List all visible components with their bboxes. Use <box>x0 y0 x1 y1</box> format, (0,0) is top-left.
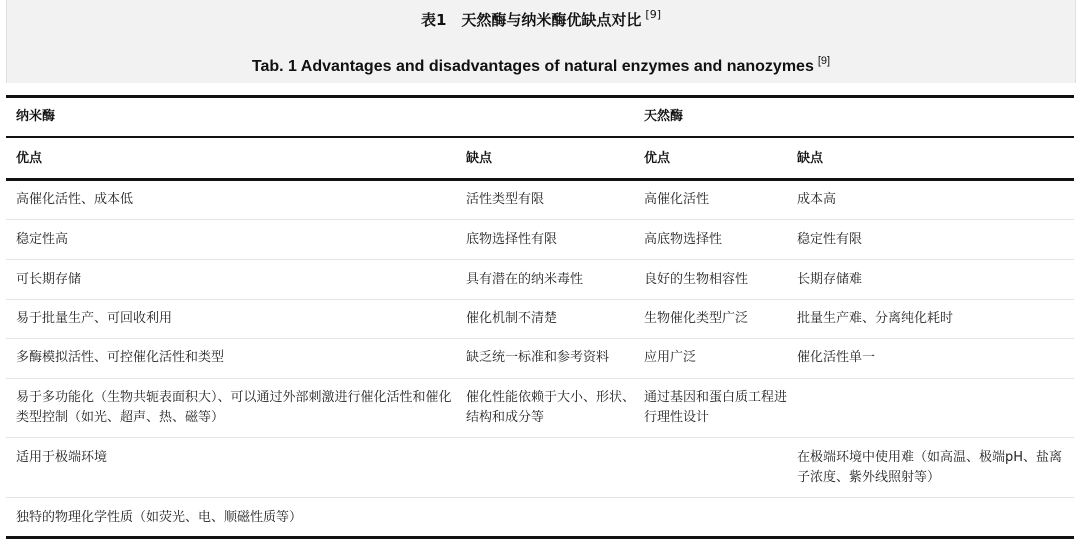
row-divider <box>6 338 1074 339</box>
table-caption <box>6 0 1076 83</box>
top-rule <box>6 95 1074 98</box>
table-cell: 稳定性高 <box>16 232 69 247</box>
row-divider <box>6 259 1074 260</box>
table-cell: 缺乏统一标准和参考资料 <box>466 350 610 365</box>
row-divider <box>6 299 1074 300</box>
caption-en-text: Tab. 1 Advantages and disadvantages of natural enzymes and nanozymes <box>251 58 814 75</box>
table-cell: 生物催化类型广泛 <box>644 311 749 326</box>
row-divider <box>6 497 1074 498</box>
caption-en-ref[interactable]: [9] <box>817 55 831 67</box>
table-cell: 高催化活性、成本低 <box>16 192 134 207</box>
table-cell: 独特的物理化学性质（如荧光、电、顺磁性质等） <box>16 510 303 525</box>
table-cell: 可长期存储 <box>16 272 82 287</box>
table-cell: 底物选择性有限 <box>466 232 558 247</box>
table-cell: 易于多功能化（生物共轭表面积大）、可以通过外部刺激进行催化活性和催化类型控制（如光、超声、热、磁等） <box>16 390 452 425</box>
caption-zh <box>7 8 1075 30</box>
header-nano-disadvantages: 缺点 <box>466 151 493 166</box>
table-cell: 高底物选择性 <box>644 232 723 247</box>
table-cell: 催化性能依赖于大小、形状、结构和成分等 <box>466 390 636 425</box>
table-cell: 在极端环境中使用难（如高温、极端pH、盐离子浓度、紫外线照射等） <box>797 450 1063 485</box>
group-header-natural: 天然酶 <box>644 109 684 124</box>
header-rule <box>6 178 1074 181</box>
caption-en <box>7 55 1075 76</box>
table-cell: 通过基因和蛋白质工程进行理性设计 <box>644 390 788 425</box>
group-header-nano: 纳米酶 <box>16 109 56 124</box>
table-cell: 良好的生物相容性 <box>644 272 749 287</box>
table-cell: 高催化活性 <box>644 192 710 207</box>
table-cell: 催化机制不清楚 <box>466 311 558 326</box>
caption-zh-ref[interactable]: [9] <box>645 8 662 21</box>
table-cell: 适用于极端环境 <box>16 450 108 465</box>
table-cell: 多酶模拟活性、可控催化活性和类型 <box>16 350 225 365</box>
header-natural-advantages: 优点 <box>644 151 671 166</box>
row-divider <box>6 219 1074 220</box>
table-cell: 成本高 <box>797 192 837 207</box>
header-natural-disadvantages: 缺点 <box>797 151 824 166</box>
table-cell: 易于批量生产、可回收利用 <box>16 311 173 326</box>
table-cell: 催化活性单一 <box>797 350 876 365</box>
row-divider <box>6 378 1074 379</box>
table-cell: 长期存储难 <box>797 272 863 287</box>
header-nano-advantages: 优点 <box>16 151 43 166</box>
group-rule <box>6 136 1074 138</box>
row-divider <box>6 437 1074 438</box>
table-cell: 应用广泛 <box>644 350 697 365</box>
bottom-rule <box>6 536 1074 539</box>
table-cell: 批量生产难、分离纯化耗时 <box>797 311 954 326</box>
table-cell: 具有潜在的纳米毒性 <box>466 272 584 287</box>
table-cell: 活性类型有限 <box>466 192 545 207</box>
table-cell: 稳定性有限 <box>797 232 863 247</box>
caption-zh-text: 表1 天然酶与纳米酶优缺点对比 <box>420 11 642 29</box>
